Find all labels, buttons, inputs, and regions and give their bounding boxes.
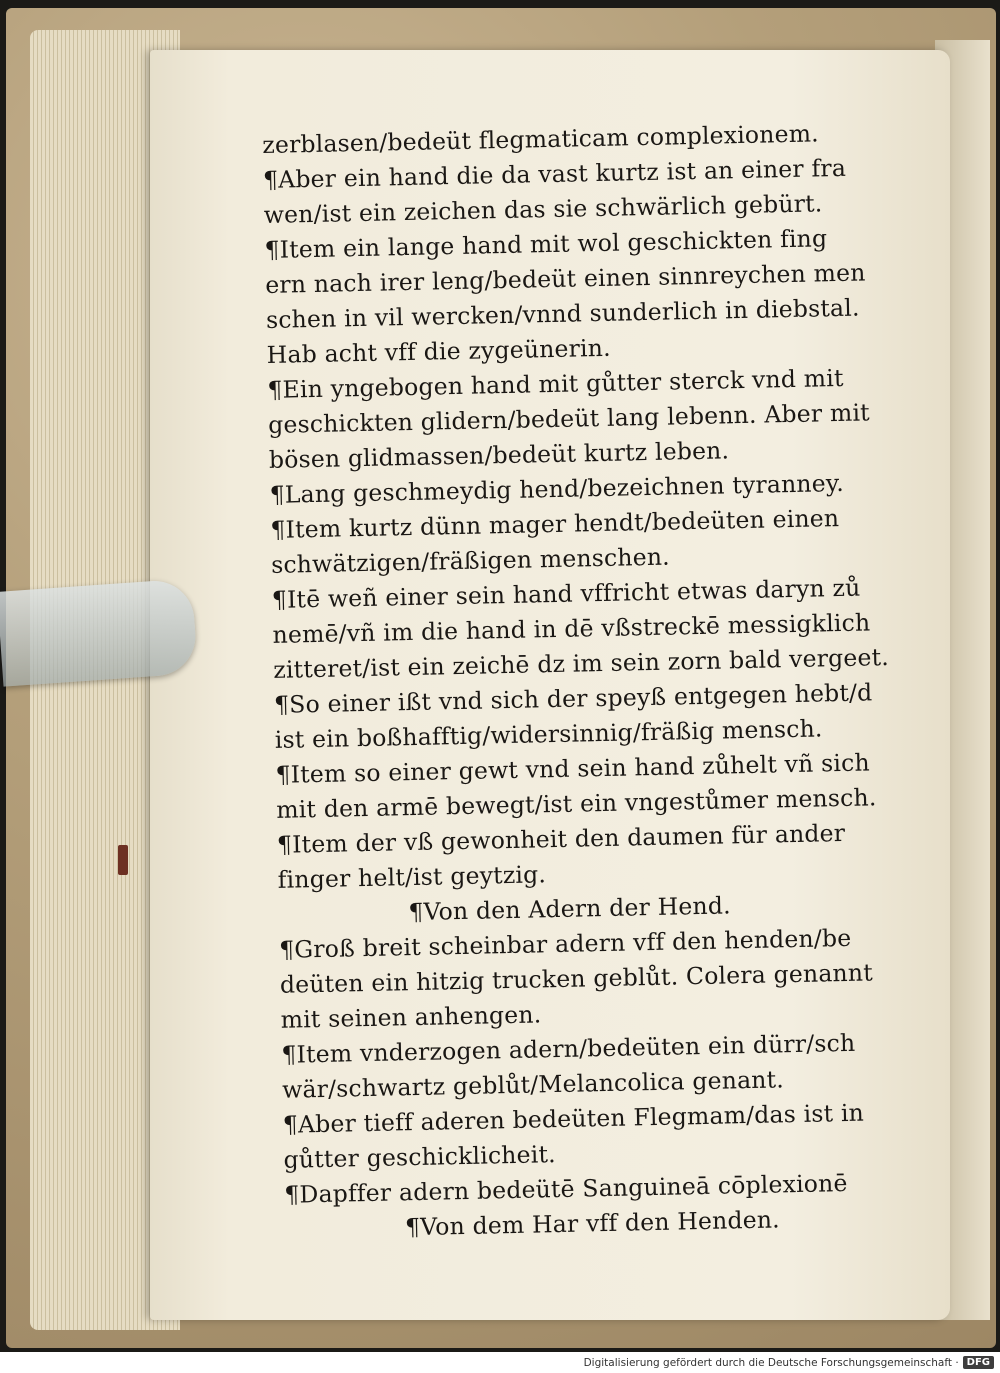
- text-line: ¶Aber tieff aderen bedeüten Flegmam/das ist in: [282, 1098, 865, 1139]
- text-line: ¶Item der vß gewonheit den daumen für ander: [276, 818, 846, 859]
- text-line: ern nach irer leng/bedeüt einen sinnreychen men: [264, 258, 866, 299]
- text-line: wär/schwartz geblůt/Melancolica genant.: [281, 1065, 785, 1104]
- section-heading: ¶Von den Adern der Hend.: [408, 891, 732, 927]
- text-line: ¶Itē weñ einer sein hand vffricht etwas daryn zů: [271, 573, 861, 614]
- page-text: [262, 114, 945, 1248]
- text-line: zitteret/ist ein zeichē dz im sein zorn bald vergeet.: [273, 642, 890, 684]
- text-line: ¶Groß breit scheinbar adern vff den henden/be: [278, 923, 852, 964]
- footer-credit: Digitalisierung gefördert durch die Deutsche Forschungsgemeinschaft ·: [583, 1356, 959, 1369]
- text-line: mit den armē bewegt/ist ein vngestůmer mensch.: [275, 783, 877, 824]
- dfg-logo: DFG: [963, 1356, 994, 1369]
- glass-page-holder: [0, 578, 198, 686]
- text-line: schwätzigen/fräßigen menschen.: [270, 542, 671, 579]
- text-line: ist ein boßhafftig/widersinnig/fräßig mensch.: [274, 714, 823, 754]
- text-line: gůtter geschicklicheit.: [283, 1140, 557, 1174]
- text-line: deüten ein hitzig trucken geblůt. Colera genannt: [279, 958, 874, 999]
- text-line: zerblasen/bedeüt flegmaticam complexionem.: [262, 119, 820, 159]
- text-line: nemē/vñ im die hand in dē vßstreckē messigklich: [272, 608, 871, 649]
- text-line: ¶Item vnderzogen adern/bedeüten ein dürr/sch: [281, 1028, 856, 1069]
- text-line: ¶Item ein lange hand mit wol geschickten fing: [264, 224, 828, 264]
- text-line: ¶Ein yngebogen hand mit gůtter sterck vnd mit: [267, 363, 844, 404]
- text-line: ¶So einer ißt vnd sich der speyß entgegen hebt/d: [273, 678, 873, 719]
- text-line: wen/ist ein zeichen das sie schwärlich gebürt.: [263, 189, 823, 229]
- text-line: Hab acht vff die zygeünerin.: [266, 333, 612, 369]
- text-line: schen in vil wercken/vnnd sunderlich in diebstal.: [265, 293, 860, 334]
- text-line: bösen glidmassen/bedeüt kurtz leben.: [268, 436, 730, 474]
- section-heading: ¶Von dem Har vff den Henden.: [404, 1205, 781, 1242]
- bookmark-ribbon: [118, 845, 128, 875]
- text-line: mit seinen anhengen.: [280, 1000, 542, 1034]
- footer: [0, 1352, 1000, 1373]
- text-line: finger helt/ist geytzig.: [277, 860, 547, 894]
- text-line: ¶Item so einer gewt vnd sein hand zůhelt vñ sich: [275, 748, 871, 789]
- text-line: ¶Dapffer adern bedeütē Sanguineā cōplexionē: [284, 1168, 848, 1209]
- text-line: ¶Lang geschmeydig hend/bezeichnen tyranney.: [269, 468, 845, 509]
- text-line: geschickten glidern/bedeüt lang lebenn. Aber mit: [267, 398, 871, 439]
- text-line: ¶Aber ein hand die da vast kurtz ist an einer fra: [262, 153, 847, 194]
- text-line: ¶Item kurtz dünn mager hendt/bedeüten einen: [270, 504, 840, 544]
